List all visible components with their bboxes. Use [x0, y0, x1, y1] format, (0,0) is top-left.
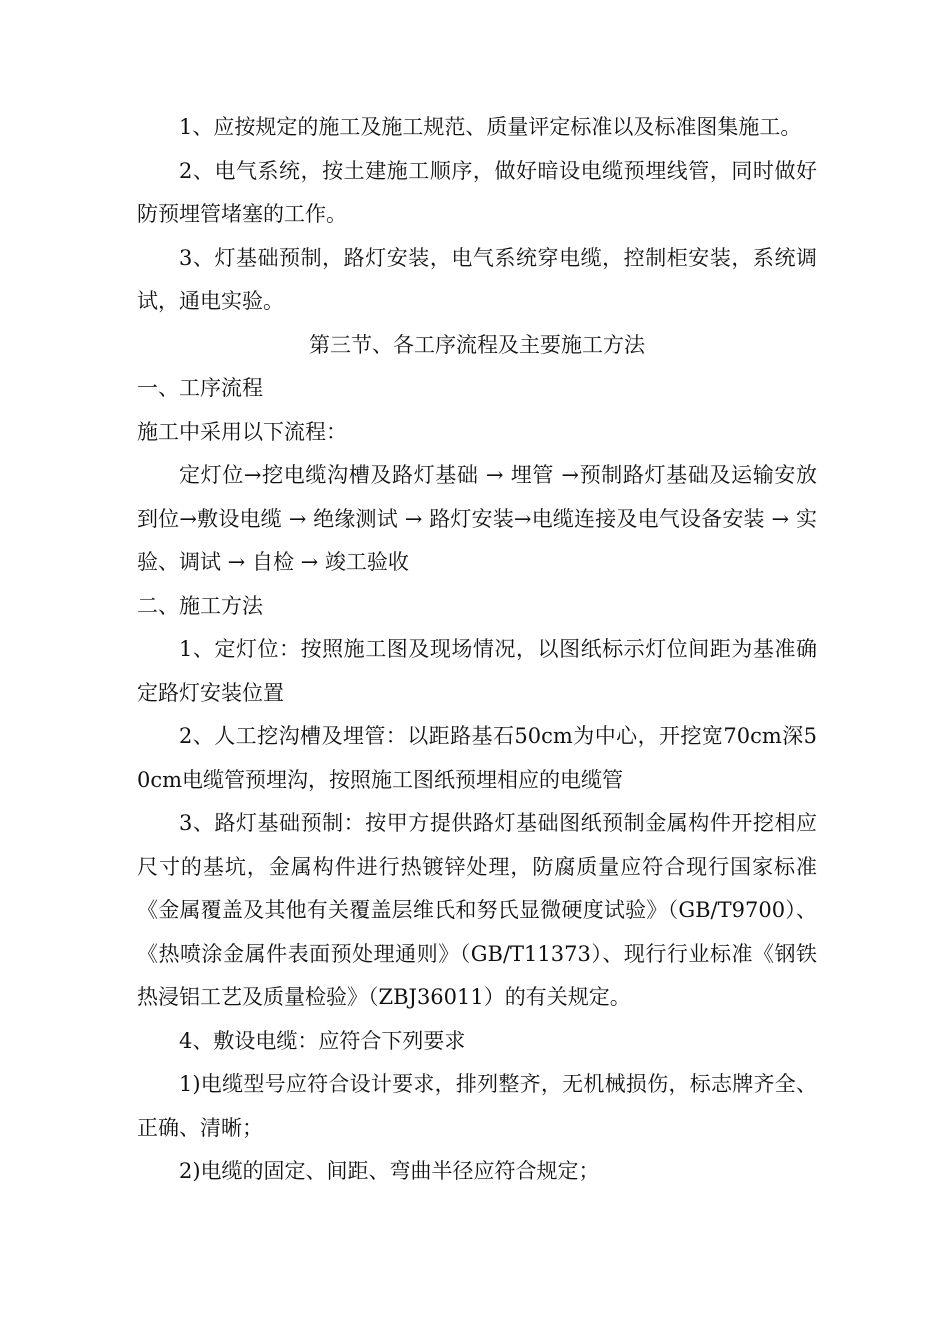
paragraph-1: 1、应按规定的施工及施工规范、质量评定标准以及标准图集施工。 — [179, 115, 802, 139]
process-flow: 定灯位→挖电缆沟槽及路灯基础 → 埋管 →预制路灯基础及运输安放到位→敷设电缆 → 绝缘测试 → 路灯安装→电缆连接及电气设备安装 → 实验、调试 → 自检 → 竣工验收 — [137, 463, 817, 574]
requirement-2: 2)电缆的固定、间距、弯曲半径应符合规定； — [179, 1159, 600, 1183]
method-2: 2、人工挖沟槽及埋管：以距路基石50cm为中心，开挖宽70cm深50cm电缆管预埋沟，按照施工图纸预埋相应的电缆管 — [137, 724, 817, 792]
method-3: 3、路灯基础预制：按甲方提供路灯基础图纸预制金属构件开挖相应尺寸的基坑，金属构件进行热镀锌处理，防腐质量应符合现行国家标准《金属覆盖及其他有关覆盖层维氏和努氏显微硬度试验》（GB/T9700）、《热喷涂金属件表面预处理通则》（GB/T11373）、现行行业标准《钢铁热浸铝工艺及质量检验》（ZBJ36011）的有关规定。 — [137, 811, 817, 1009]
method-4: 4、敷设电缆：应符合下列要求 — [179, 1028, 466, 1053]
paragraph-2: 2、电气系统，按土建施工顺序，做好暗设电缆预埋线管，同时做好防预埋管堵塞的工作。 — [137, 158, 817, 226]
requirement-1: 1)电缆型号应符合设计要求，排列整齐，无机械损伤，标志牌齐全、正确、清晰； — [137, 1072, 817, 1140]
subheading-methods: 二、施工方法 — [137, 593, 263, 618]
section-heading: 第三节、各工序流程及主要施工方法 — [309, 332, 645, 357]
paragraph-intro: 施工中采用以下流程： — [137, 419, 347, 444]
method-1: 1、定灯位：按照施工图及现场情况，以图纸标示灯位间距为基准确定路灯安装位置 — [137, 637, 817, 705]
subheading-process: 一、工序流程 — [137, 376, 263, 400]
document-body — [137, 106, 817, 1194]
paragraph-3: 3、灯基础预制，路灯安装，电气系统穿电缆，控制柜安装，系统调试，通电实验。 — [137, 245, 817, 313]
